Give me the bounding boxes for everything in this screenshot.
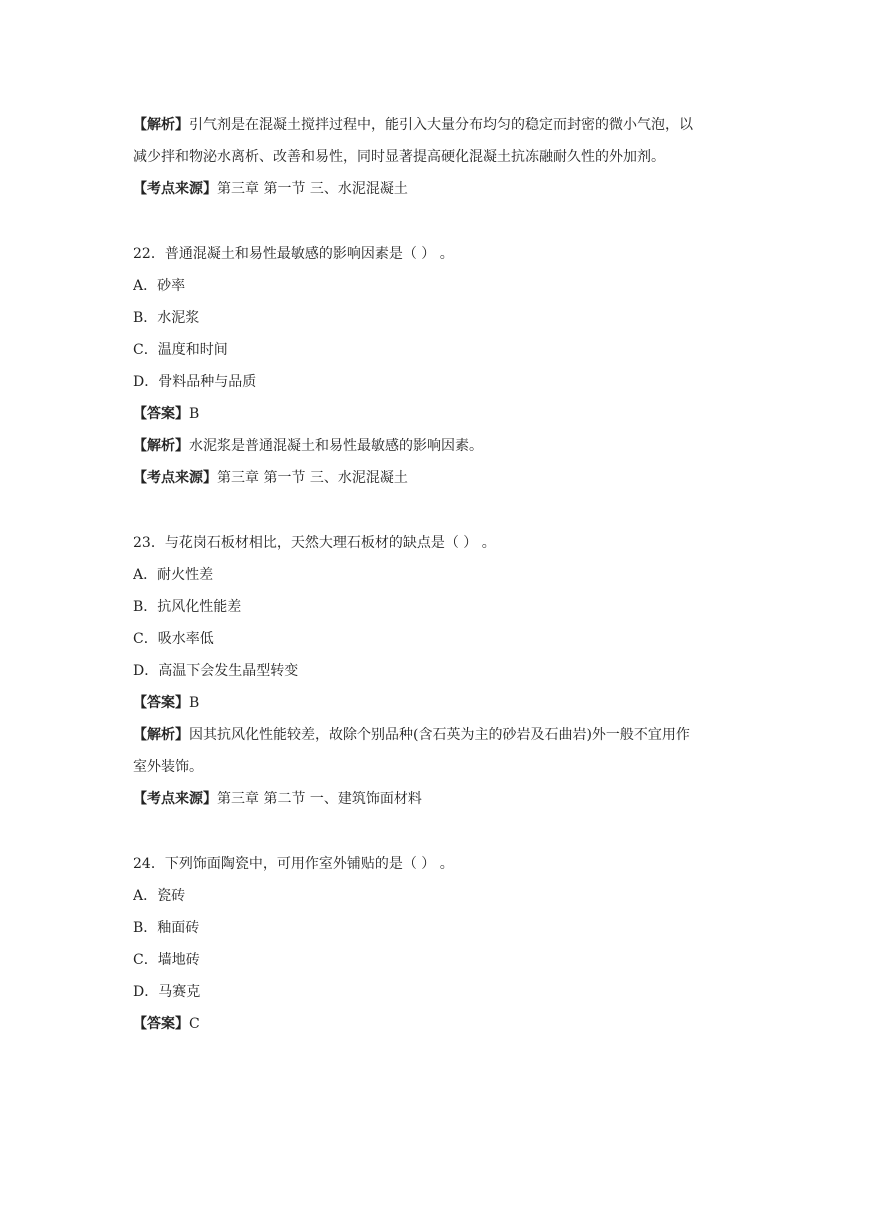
- q23-option-b: B．抗风化性能差: [133, 599, 242, 615]
- q23-option-d: D．高温下会发生晶型转变: [133, 663, 299, 679]
- analysis-label: 【解析】: [133, 438, 189, 454]
- q23-option-a: A．耐火性差: [133, 567, 214, 583]
- q22-option-b: B．水泥浆: [133, 310, 200, 326]
- q24-option-a: A．瓷砖: [133, 888, 186, 904]
- source-label: 【考点来源】: [133, 791, 217, 807]
- q22-answer: 【答案】B: [133, 406, 200, 422]
- q24-option-d: D．马赛克: [133, 984, 201, 1000]
- q22-option-d: D．骨料品种与品质: [133, 374, 257, 390]
- prev-source: 【考点来源】第三章 第一节 三、水泥混凝土: [133, 181, 408, 197]
- q22-source: 【考点来源】第三章 第一节 三、水泥混凝土: [133, 470, 408, 486]
- q23-stem: 23．与花岗石板材相比，天然大理石板材的缺点是（ ） 。: [133, 535, 496, 551]
- prev-analysis-line-1: 【解析】引气剂是在混凝土搅拌过程中，能引入大量分布均匀的稳定而封密的微小气泡，以: [133, 117, 693, 133]
- answer-label: 【答案】: [133, 1016, 189, 1032]
- q22-option-a: A．砂率: [133, 278, 186, 294]
- answer-label: 【答案】: [133, 695, 189, 711]
- q23-answer: 【答案】B: [133, 695, 200, 711]
- q23-analysis-line-2: 室外装饰。: [133, 759, 203, 775]
- q24-option-c: C．墙地砖: [133, 952, 200, 968]
- q23-analysis-line-1: 【解析】因其抗风化性能较差，故除个别品种(含石英为主的砂岩及石曲岩)外一般不宜用作: [133, 727, 690, 743]
- q22-option-c: C．温度和时间: [133, 342, 228, 358]
- prev-analysis-line-2: 减少拌和物泌水离析、改善和易性，同时显著提高硬化混凝土抗冻融耐久性的外加剂。: [133, 149, 665, 165]
- q24-option-b: B．釉面砖: [133, 920, 200, 936]
- q22-stem: 22．普通混凝土和易性最敏感的影响因素是（ ） 。: [133, 246, 454, 262]
- source-label: 【考点来源】: [133, 470, 217, 486]
- q23-source: 【考点来源】第三章 第二节 一、建筑饰面材料: [133, 791, 422, 807]
- source-label: 【考点来源】: [133, 181, 217, 197]
- q23-option-c: C．吸水率低: [133, 631, 214, 647]
- answer-label: 【答案】: [133, 406, 189, 422]
- analysis-label: 【解析】: [133, 117, 189, 133]
- q22-analysis: 【解析】水泥浆是普通混凝土和易性最敏感的影响因素。: [133, 438, 483, 454]
- q24-stem: 24．下列饰面陶瓷中，可用作室外铺贴的是（ ） 。: [133, 856, 454, 872]
- analysis-label: 【解析】: [133, 727, 189, 743]
- q24-answer: 【答案】C: [133, 1016, 200, 1032]
